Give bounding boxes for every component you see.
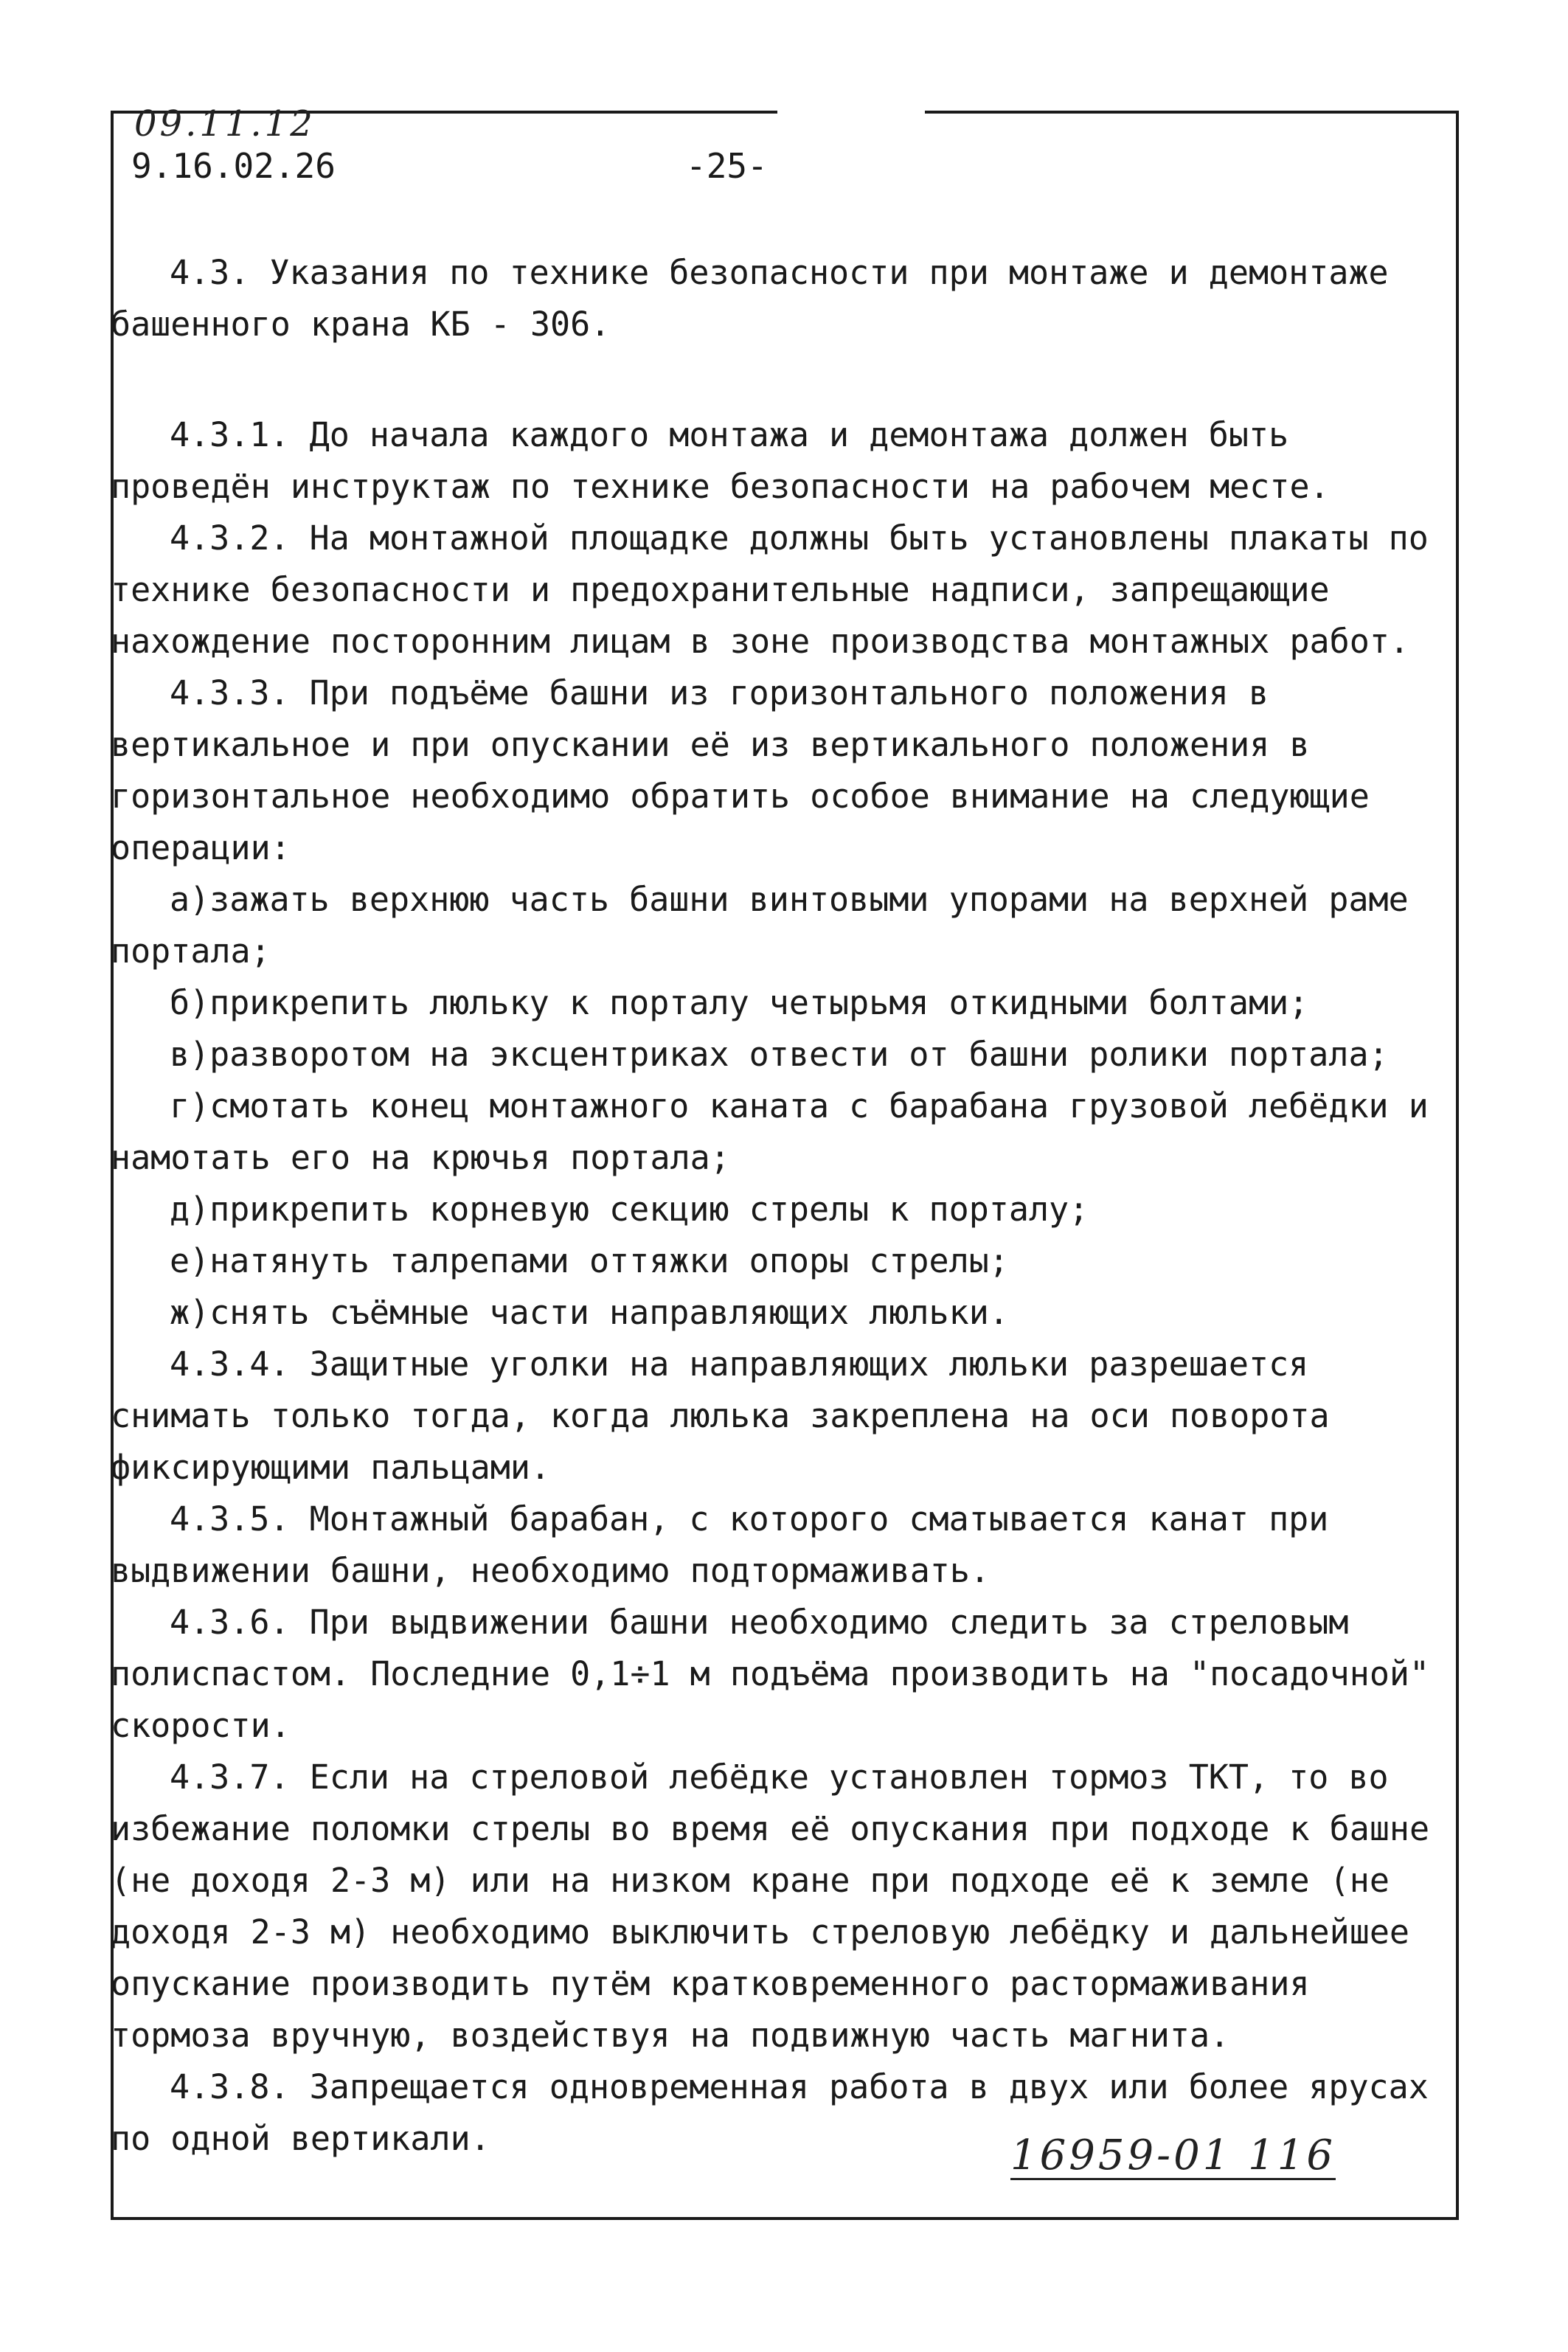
paragraph-4-3-2: 4.3.2. На монтажной площадке должны быть установлены плакаты по технике безопасности и предохранительные надписи, запрещающие нахождение посторонним лицам в зоне производства монтажных работ. <box>111 518 1429 661</box>
list-item-b: б)прикрепить люльку к порталу четырьмя откидными болтами; <box>170 983 1309 1022</box>
paragraph-4-3-4: 4.3.4. Защитные уголки на направляющих люльки разрешается снимать только тогда, когда люлька закреплена на оси поворота фиксирующими пальцами. <box>111 1345 1330 1487</box>
paragraph-4-3-1: 4.3.1. До начала каждого монтажа и демонтажа должен быть проведён инструктаж по технике безопасности на рабочем месте. <box>111 415 1330 506</box>
document-body <box>111 247 1453 2165</box>
paragraph-4-3-6: 4.3.6. При выдвижении башни необходимо следить за стреловым полиспастом. Последние 0,1÷1 м подъёма производить на "посадочной" скорости. <box>111 1603 1430 1745</box>
list-item-e: е)натянуть талрепами оттяжки опоры стрелы; <box>170 1241 1009 1280</box>
list-item-v: в)разворотом на эксцентриках отвести от башни ролики портала; <box>170 1035 1389 1074</box>
paragraph-4-3-7: 4.3.7. Если на стреловой лебёдке установлен тормоз ТКТ, то во избежание поломки стрелы во время её опускания при подходе к башне (не доходя 2-3 м) или на низком кране при подходе её к земле (не доходя 2-3 м) необходимо выключить стреловую лебёдку и дальнейшее опускание производить путём кратковременного растормаживания тормоза вручную, воздействуя на подвижную часть магнита. <box>111 1758 1430 2055</box>
list-item-a: а)зажать верхнюю часть башни винтовыми упорами на верхней раме портала; <box>111 880 1409 971</box>
list-item-g: г)смотать конец монтажного каната с барабана грузовой лебёдки и намотать его на крючья портала; <box>111 1086 1429 1177</box>
document-code: 9.16.02.26 <box>131 146 336 186</box>
list-item-d: д)прикрепить корневую секцию стрелы к порталу; <box>170 1190 1089 1229</box>
list-item-zh: ж)снять съёмные части направляющих люльки. <box>170 1293 1009 1332</box>
handwritten-number: 16959-01 116 <box>1010 2131 1336 2179</box>
handwritten-date: 09.11.12 <box>134 103 316 145</box>
page-number: -25- <box>686 146 768 186</box>
paragraph-4-3-8: 4.3.8. Запрещается одновременная работа в двух или более ярусах по одной вертикали. <box>111 2067 1429 2158</box>
paragraph-4-3-5: 4.3.5. Монтажный барабан, с которого сматывается канат при выдвижении башни, необходимо подтормаживать. <box>111 1499 1329 1590</box>
section-title: 4.3. Указания по технике безопасности при монтаже и демонтаже башенного крана КБ - 306. <box>111 253 1389 344</box>
paragraph-4-3-3: 4.3.3. При подъёме башни из горизонтального положения в вертикальное и при опускании её из вертикального положения в горизонтальное необходимо обратить особое внимание на следующие операции: <box>111 673 1370 867</box>
